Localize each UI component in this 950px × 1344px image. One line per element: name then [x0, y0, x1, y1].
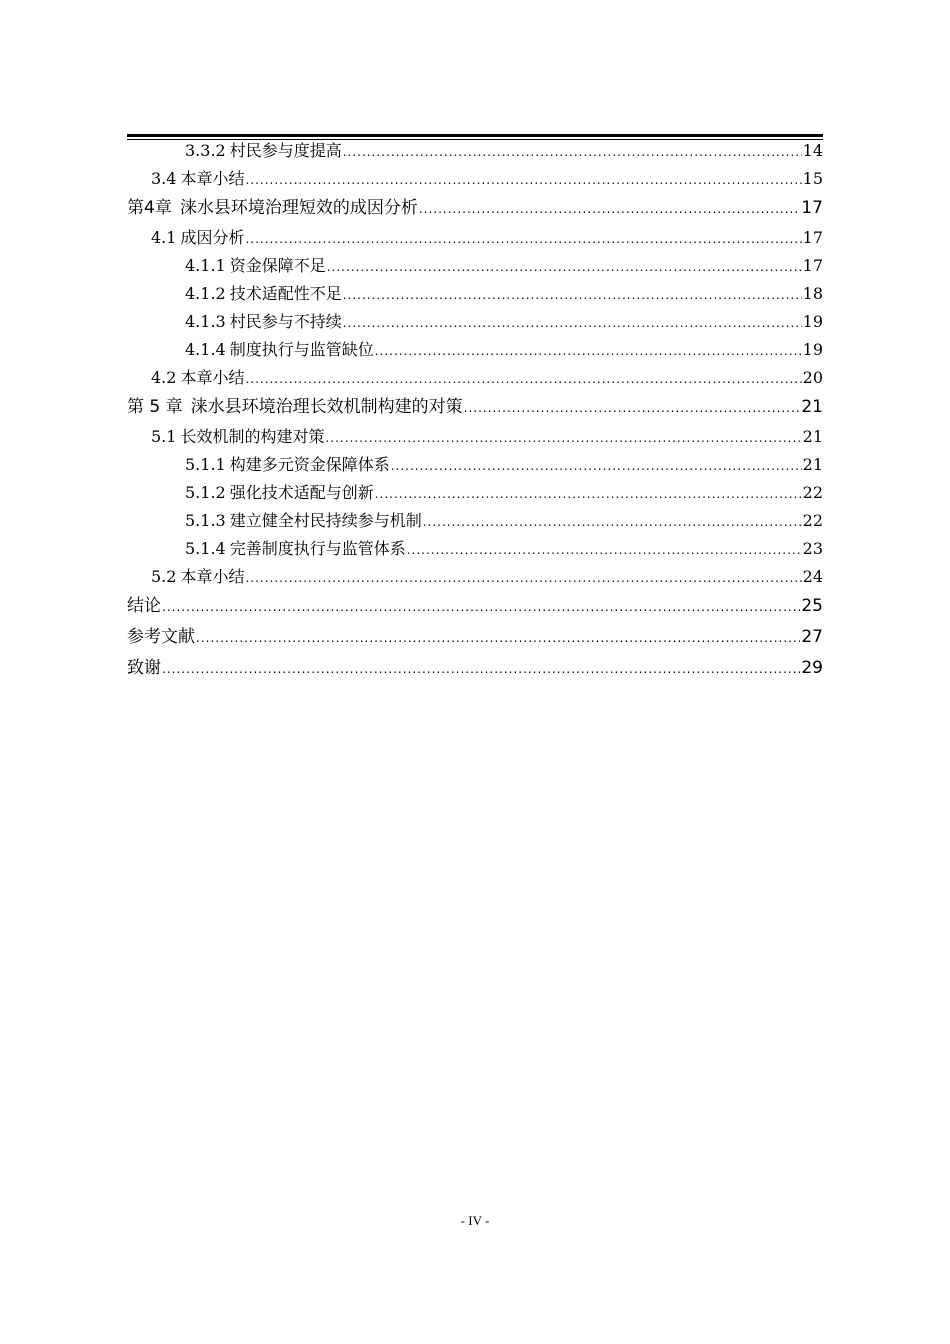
toc-page-number: 25: [801, 596, 823, 616]
toc-leader-dots: [464, 393, 801, 424]
toc-page-number: 19: [802, 340, 823, 359]
toc-entry[interactable]: [127, 224, 823, 252]
toc-title: 村民参与度提高: [229, 141, 342, 160]
toc-number: 5.1.3: [185, 511, 226, 530]
toc-page-number: 17: [802, 256, 823, 275]
toc-title: 涞水县环境治理长效机制构建的对策: [190, 397, 463, 417]
toc-chapter-entry[interactable]: [127, 392, 823, 423]
toc-title: 结论: [127, 596, 161, 616]
toc-page-number: 24: [802, 567, 823, 586]
toc-leader-dots: [245, 166, 801, 194]
toc-leader-dots: [375, 337, 802, 365]
toc-page-number: 21: [802, 427, 823, 446]
toc-title: 资金保障不足: [229, 256, 326, 275]
toc-leader-dots: [343, 281, 802, 309]
toc-entry[interactable]: [127, 479, 823, 507]
toc-chapter-entry[interactable]: [127, 193, 823, 224]
toc-number: 4.1.3: [185, 312, 226, 331]
toc-number: 5.2: [151, 567, 177, 586]
toc-title: 涞水县环境治理短效的成因分析: [179, 198, 418, 218]
toc-title: 技术适配性不足: [229, 284, 342, 303]
toc-page-number: 29: [801, 658, 823, 678]
toc-page-number: 20: [802, 368, 823, 387]
toc-leader-dots: [419, 194, 801, 225]
toc-entry[interactable]: [127, 507, 823, 535]
toc-leader-dots: [423, 508, 802, 536]
toc-title: 制度执行与监管缺位: [229, 340, 374, 359]
toc-page-number: 21: [802, 455, 823, 474]
toc-number: 3.4: [151, 169, 177, 188]
toc-title: 长效机制的构建对策: [180, 427, 325, 446]
toc-number: 5.1: [151, 427, 177, 446]
toc-number: 第4章: [127, 198, 172, 218]
toc-page-number: 17: [802, 228, 823, 247]
toc-number: 5.1.2: [185, 483, 226, 502]
toc-leader-dots: [391, 452, 802, 480]
toc-entry[interactable]: [127, 137, 823, 165]
toc-leader-dots: [325, 424, 801, 452]
toc-leader-dots: [245, 564, 801, 592]
toc-title: 完善制度执行与监管体系: [229, 539, 406, 558]
toc-page-number: 22: [802, 483, 823, 502]
toc-page-number: 14: [802, 141, 823, 160]
toc-leader-dots: [162, 654, 800, 685]
toc-number: 3.3.2: [185, 141, 226, 160]
toc-entry[interactable]: [127, 252, 823, 280]
toc-page-number: 21: [801, 397, 823, 417]
toc-entry[interactable]: [127, 563, 823, 591]
toc-number: 第 5 章: [127, 397, 183, 417]
toc-title: 本章小结: [180, 567, 245, 586]
toc-title: 构建多元资金保障体系: [229, 455, 390, 474]
toc-leader-dots: [162, 592, 800, 623]
toc-leader-dots: [375, 480, 802, 508]
toc-chapter-entry[interactable]: [127, 591, 823, 622]
toc-entry[interactable]: [127, 451, 823, 479]
toc-page-number: 22: [802, 511, 823, 530]
toc-leader-dots: [245, 365, 801, 393]
toc-title: 村民参与不持续: [229, 312, 342, 331]
toc-leader-dots: [196, 623, 800, 654]
toc-title: 本章小结: [180, 368, 245, 387]
toc-page-number: 19: [802, 312, 823, 331]
toc-chapter-entry[interactable]: [127, 653, 823, 684]
toc-number: 4.1: [151, 228, 177, 247]
toc-entry[interactable]: [127, 364, 823, 392]
toc-title: 成因分析: [180, 228, 245, 247]
toc-leader-dots: [343, 138, 802, 166]
toc-number: 4.1.4: [185, 340, 226, 359]
toc-title: 强化技术适配与创新: [229, 483, 374, 502]
toc-page-number: 23: [802, 539, 823, 558]
toc-entry[interactable]: [127, 308, 823, 336]
toc-title: 建立健全村民持续参与机制: [229, 511, 422, 530]
toc-number: 4.1.1: [185, 256, 226, 275]
toc-entry[interactable]: [127, 423, 823, 451]
toc-chapter-entry[interactable]: [127, 622, 823, 653]
toc-number: 5.1.1: [185, 455, 226, 474]
page-footer-number: - IV -: [460, 1213, 490, 1228]
toc-entry[interactable]: [127, 165, 823, 193]
toc-leader-dots: [343, 309, 802, 337]
toc-leader-dots: [407, 536, 802, 564]
toc-page-number: 18: [802, 284, 823, 303]
toc-number: 4.2: [151, 368, 177, 387]
toc-title: 参考文献: [127, 627, 195, 647]
toc-page-number: 15: [802, 169, 823, 188]
toc-number: 4.1.2: [185, 284, 226, 303]
toc-leader-dots: [327, 253, 802, 281]
toc-entry[interactable]: [127, 336, 823, 364]
toc-leader-dots: [245, 225, 801, 253]
toc-title: 致谢: [127, 658, 161, 678]
toc-entry[interactable]: [127, 535, 823, 563]
toc-page-number: 27: [801, 627, 823, 647]
table-of-contents: [127, 137, 823, 684]
toc-number: 5.1.4: [185, 539, 226, 558]
toc-page-number: 17: [801, 198, 823, 218]
toc-entry[interactable]: [127, 280, 823, 308]
toc-title: 本章小结: [180, 169, 245, 188]
